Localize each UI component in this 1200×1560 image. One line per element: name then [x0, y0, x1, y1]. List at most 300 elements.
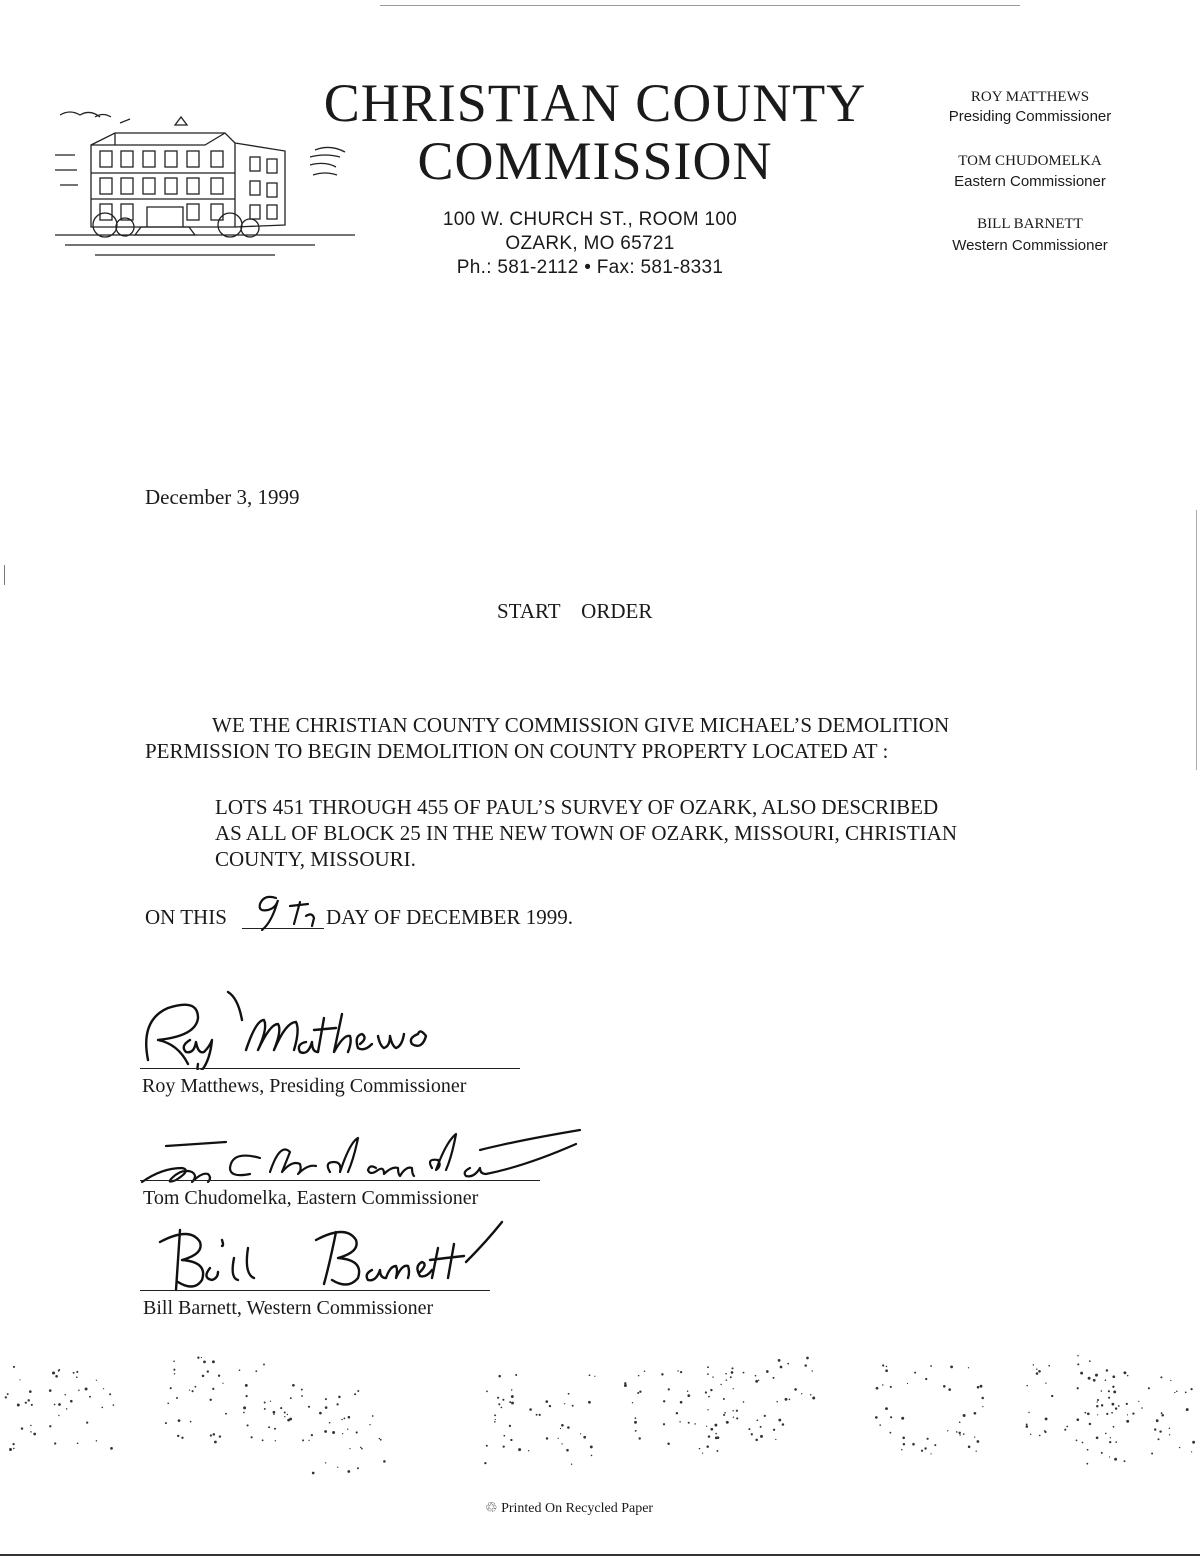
scan-speckle — [287, 1414, 288, 1415]
scan-speckle — [804, 1364, 806, 1366]
scan-speckle — [247, 1424, 249, 1426]
scan-speckle — [760, 1426, 762, 1428]
scan-speckle — [1087, 1449, 1089, 1451]
scan-speckle — [225, 1413, 227, 1415]
scan-speckle — [667, 1442, 670, 1445]
scan-speckle — [1127, 1375, 1129, 1377]
scan-speckle — [486, 1445, 488, 1447]
scan-speckle — [958, 1432, 960, 1434]
scan-speckle — [349, 1448, 350, 1449]
scan-speckle — [66, 1408, 68, 1410]
scan-speckle — [950, 1366, 953, 1369]
scan-speckle — [218, 1375, 220, 1377]
letter-date: December 3, 1999 — [145, 485, 300, 509]
scan-speckle — [1086, 1463, 1088, 1465]
scan-speckle — [78, 1390, 80, 1392]
scan-speckle — [723, 1398, 725, 1400]
scan-speckle — [806, 1357, 809, 1360]
scan-speckle — [567, 1426, 570, 1429]
address-line-1: 100 W. CHURCH ST., ROOM 100 — [442, 209, 738, 230]
scan-speckle — [981, 1397, 984, 1400]
scan-speckle — [566, 1449, 569, 1452]
scan-speckle — [720, 1384, 721, 1385]
scan-speckle — [882, 1384, 883, 1385]
scan-speckle — [1089, 1360, 1091, 1362]
scan-speckle — [1026, 1385, 1027, 1386]
scan-speckle — [1174, 1392, 1175, 1393]
scan-speckle — [1159, 1430, 1161, 1432]
scan-speckle — [811, 1370, 812, 1371]
scan-speckle — [292, 1384, 295, 1387]
scan-speckle — [1127, 1414, 1128, 1415]
scan-speckle — [348, 1416, 351, 1419]
scan-speckle — [637, 1392, 639, 1394]
scan-speckle — [773, 1377, 775, 1379]
scan-speckle — [890, 1416, 892, 1418]
scan-speckle — [699, 1448, 701, 1450]
scan-speckle — [925, 1378, 927, 1380]
scan-speckle — [1138, 1401, 1139, 1402]
scan-speckle — [789, 1399, 791, 1401]
scan-speckle — [886, 1366, 888, 1368]
scan-speckle — [1106, 1413, 1108, 1415]
scan-speckle — [89, 1396, 91, 1398]
scan-speckle — [495, 1419, 496, 1420]
scan-speckle — [787, 1363, 789, 1365]
scan-speckle — [511, 1389, 512, 1390]
scan-speckle — [715, 1433, 717, 1435]
scan-speckle — [529, 1408, 532, 1411]
recycled-note: Printed On Recycled Paper — [501, 1501, 654, 1516]
scan-speckle — [342, 1433, 343, 1434]
scan-speckle — [380, 1439, 382, 1441]
bottom-edge-line — [0, 1554, 1200, 1556]
scan-speckle — [1033, 1364, 1035, 1366]
scan-speckle — [1158, 1438, 1160, 1440]
scan-speckle — [702, 1453, 703, 1454]
scan-speckle — [360, 1447, 362, 1449]
scan-speckle — [54, 1404, 56, 1406]
scan-speckle — [680, 1401, 683, 1404]
scan-speckle — [974, 1436, 975, 1437]
scan-speckle — [963, 1414, 966, 1417]
scan-speckle — [263, 1363, 265, 1365]
scan-speckle — [209, 1399, 211, 1401]
scan-speckle — [1112, 1375, 1115, 1378]
scan-speckle — [1026, 1425, 1029, 1428]
scan-speckle — [354, 1393, 356, 1395]
scan-speckle — [181, 1437, 183, 1439]
scan-speckle — [195, 1386, 197, 1388]
scan-speckle — [687, 1394, 690, 1397]
scan-speckle — [101, 1407, 103, 1409]
scan-speckle — [1045, 1383, 1046, 1384]
scan-speckle — [1179, 1447, 1180, 1448]
scan-speckle — [189, 1389, 190, 1390]
scan-speckle — [202, 1375, 205, 1378]
scan-speckle — [494, 1414, 496, 1416]
paragraph-line: PERMISSION TO BEGIN DEMOLITION ON COUNTY PROPERTY LOCATED AT : — [145, 739, 889, 763]
scan-speckle — [921, 1450, 923, 1452]
scan-speckle — [212, 1360, 215, 1363]
scan-speckle — [639, 1391, 641, 1393]
commissioner-name: TOM CHUDOMELKA — [958, 153, 1102, 169]
scan-speckle — [635, 1430, 637, 1432]
scan-speckle — [580, 1433, 581, 1434]
scan-speckle — [766, 1370, 769, 1373]
scan-speckle — [948, 1388, 951, 1391]
scan-speckle — [1101, 1452, 1103, 1454]
scan-speckle — [1080, 1372, 1083, 1375]
scan-speckle — [284, 1416, 285, 1417]
scan-speckle — [663, 1423, 665, 1425]
scan-speckle — [1114, 1458, 1117, 1461]
scan-speckle — [902, 1437, 905, 1440]
scan-speckle — [726, 1421, 729, 1424]
scan-speckle — [1190, 1388, 1192, 1390]
handwritten-day — [246, 888, 326, 932]
scan-speckle — [273, 1414, 274, 1415]
scan-speckle — [632, 1402, 633, 1403]
letter-heading: START ORDER — [497, 599, 653, 623]
scan-speckle — [1105, 1433, 1107, 1435]
scan-speckle — [706, 1445, 709, 1448]
scan-speckle — [1161, 1412, 1163, 1414]
scan-speckle — [203, 1361, 206, 1364]
scan-speckle — [9, 1448, 12, 1451]
scan-speckle — [332, 1431, 335, 1434]
scan-speckle — [760, 1435, 763, 1438]
scan-speckle — [707, 1373, 709, 1375]
scan-speckle — [1088, 1377, 1091, 1380]
scan-speckle — [710, 1389, 712, 1391]
scan-speckle — [347, 1470, 350, 1473]
signer-bill-barnett: Bill Barnett, Western Commissioner — [143, 1297, 434, 1319]
scan-speckle — [177, 1435, 179, 1437]
scan-speckle — [25, 1402, 27, 1404]
scan-speckle — [1096, 1436, 1099, 1439]
scan-speckle — [1039, 1435, 1041, 1437]
scan-speckle — [5, 1396, 7, 1398]
scan-speckle — [714, 1424, 717, 1427]
scan-speckle — [58, 1403, 61, 1406]
scan-speckle — [758, 1380, 759, 1381]
scan-speckle — [801, 1393, 802, 1394]
scan-speckle — [558, 1438, 559, 1439]
scan-speckle — [974, 1412, 977, 1415]
scan-speckle — [251, 1436, 253, 1438]
signature-tom-chudomelka — [140, 1128, 610, 1188]
scan-speckle — [912, 1443, 915, 1446]
scan-speckle — [876, 1387, 879, 1390]
scan-speckle — [1036, 1368, 1037, 1369]
scan-speckle — [812, 1397, 815, 1400]
scan-speckle — [930, 1453, 931, 1454]
scan-speckle — [77, 1442, 79, 1444]
recycled-footer — [485, 1500, 653, 1518]
scan-speckle — [1169, 1428, 1170, 1429]
scan-speckle — [1169, 1434, 1170, 1435]
scan-speckle — [778, 1419, 781, 1422]
scan-speckle — [751, 1433, 753, 1435]
scan-speckle — [1097, 1414, 1098, 1415]
scan-speckle — [58, 1370, 60, 1372]
scan-speckle — [1112, 1386, 1114, 1388]
scan-speckle — [1132, 1412, 1134, 1414]
scan-speckle — [49, 1425, 51, 1427]
scan-speckle — [319, 1412, 322, 1415]
on-this-suffix: DAY OF DECEMBER 1999. — [326, 905, 573, 929]
location-line: COUNTY, MISSOURI. — [215, 847, 416, 871]
scan-speckle — [1076, 1418, 1079, 1421]
commissioner-title: Western Commissioner — [952, 237, 1108, 254]
scan-speckle — [1176, 1391, 1178, 1393]
scan-speckle — [13, 1448, 15, 1450]
scan-speckle — [982, 1406, 983, 1407]
scan-speckle — [1123, 1371, 1126, 1374]
scan-speckle — [243, 1406, 246, 1409]
scan-speckle — [1045, 1417, 1048, 1420]
signature-line — [140, 1290, 490, 1291]
scan-speckle — [882, 1364, 884, 1366]
scan-speckle — [782, 1423, 785, 1426]
scan-speckle — [52, 1372, 55, 1375]
scan-speckle — [930, 1365, 932, 1367]
scan-speckle — [976, 1451, 977, 1452]
scan-speckle — [731, 1367, 733, 1369]
scan-speckle — [1191, 1451, 1192, 1452]
scan-speckle — [13, 1366, 15, 1368]
scan-speckle — [1141, 1407, 1143, 1409]
scan-speckle — [1156, 1419, 1159, 1422]
scan-speckle — [1109, 1456, 1110, 1457]
scan-speckle — [12, 1443, 14, 1445]
scan-speckle — [1101, 1390, 1103, 1392]
scan-speckle — [178, 1419, 181, 1422]
scan-speckle — [560, 1428, 561, 1429]
scan-speckle — [275, 1440, 276, 1441]
scan-speckle — [730, 1376, 732, 1378]
scan-speckle — [968, 1367, 969, 1368]
scan-speckle — [49, 1389, 52, 1392]
scan-speckle — [103, 1388, 104, 1389]
scan-speckle — [1076, 1440, 1078, 1442]
scan-speckle — [1148, 1387, 1150, 1389]
scan-speckle — [956, 1431, 958, 1433]
scan-speckle — [663, 1400, 665, 1402]
scan-speckle — [212, 1388, 214, 1390]
scan-speckle — [1093, 1379, 1096, 1382]
scan-speckle — [914, 1372, 916, 1374]
scan-speckle — [977, 1440, 980, 1443]
scan-speckle — [1044, 1431, 1046, 1433]
scan-speckle — [336, 1403, 338, 1405]
scan-speckle — [19, 1379, 20, 1380]
scan-speckle — [1185, 1392, 1187, 1394]
scan-speckle — [624, 1384, 627, 1387]
scan-speckle — [710, 1428, 713, 1431]
scan-speckle — [661, 1373, 663, 1375]
scan-speckle — [756, 1419, 758, 1421]
scan-speckle — [564, 1403, 565, 1404]
scan-speckle — [561, 1424, 564, 1427]
scan-speckle — [635, 1417, 637, 1419]
scan-speckle — [679, 1421, 680, 1422]
scan-speckle — [33, 1433, 36, 1436]
scan-speckle — [518, 1448, 521, 1451]
scan-speckle — [511, 1395, 514, 1398]
scan-speckle — [96, 1440, 97, 1441]
scan-speckle — [1112, 1403, 1115, 1406]
scan-speckle — [712, 1376, 713, 1377]
scan-speckle — [934, 1444, 936, 1446]
scan-speckle — [246, 1395, 248, 1397]
scan-speckle — [572, 1405, 574, 1407]
signer-tom-chudomelka: Tom Chudomelka, Eastern Commissioner — [143, 1187, 479, 1209]
scan-speckle — [539, 1414, 541, 1416]
scan-speckle — [968, 1446, 971, 1449]
scan-speckle — [1106, 1369, 1108, 1371]
scan-speckle — [959, 1421, 961, 1423]
scan-speckle — [707, 1366, 709, 1368]
scan-speckle — [1077, 1387, 1079, 1389]
scan-speckle — [1097, 1401, 1098, 1402]
scan-speckle — [707, 1409, 708, 1410]
scan-speckle — [634, 1421, 637, 1424]
scan-speckle — [58, 1415, 59, 1416]
scan-speckle — [503, 1435, 505, 1437]
scan-speckle — [1160, 1376, 1162, 1378]
scan-speckle — [589, 1374, 591, 1376]
scan-speckle — [924, 1447, 926, 1449]
scan-speckle — [1077, 1355, 1079, 1357]
scan-speckle — [509, 1401, 511, 1403]
top-edge-line — [380, 5, 1020, 6]
scan-speckle — [30, 1431, 31, 1432]
scan-speckle — [356, 1431, 358, 1433]
scan-speckle — [308, 1406, 310, 1408]
scan-speckle — [170, 1387, 172, 1389]
scan-speckle — [568, 1393, 570, 1395]
scan-speckle — [1030, 1434, 1031, 1435]
scan-speckle — [274, 1428, 276, 1430]
scan-speckle — [7, 1393, 9, 1395]
scan-speckle — [536, 1414, 538, 1416]
scan-speckle — [1113, 1390, 1116, 1393]
location-line: AS ALL OF BLOCK 25 IN THE NEW TOWN OF OZARK, MISSOURI, CHRISTIAN — [215, 821, 958, 845]
scan-speckle — [1113, 1426, 1115, 1428]
location-line: LOTS 451 THROUGH 455 OF PAUL’S SURVEY OF OZARK, ALSO DESCRIBED — [215, 795, 939, 819]
scan-speckle — [301, 1389, 303, 1391]
scan-speckle — [76, 1376, 78, 1378]
scan-speckle — [726, 1379, 728, 1381]
scan-speckle — [980, 1385, 983, 1388]
scan-speckle — [1105, 1379, 1107, 1381]
scan-speckle — [255, 1370, 257, 1372]
scan-speckle — [173, 1369, 175, 1371]
scan-speckle — [290, 1397, 292, 1399]
scan-speckle — [1101, 1404, 1103, 1406]
scan-speckle — [312, 1472, 315, 1475]
scan-speckle — [1051, 1395, 1053, 1397]
scan-speckle — [687, 1391, 688, 1392]
commissioner-title: Eastern Commissioner — [954, 173, 1106, 190]
scan-speckle — [901, 1449, 902, 1450]
scan-speckle — [1115, 1441, 1117, 1443]
commission-title: COMMISSION — [417, 131, 773, 191]
scan-speckle — [337, 1467, 338, 1468]
scan-speckle — [511, 1402, 514, 1405]
scan-speckle — [1154, 1428, 1156, 1430]
scan-speckle — [1026, 1424, 1028, 1426]
recycle-icon: ♲ — [485, 1501, 502, 1516]
scan-speckle — [498, 1375, 501, 1378]
scan-speckle — [1036, 1372, 1039, 1375]
scan-speckle — [214, 1441, 217, 1444]
scan-speckle — [113, 1404, 115, 1406]
scan-speckle — [357, 1390, 359, 1392]
scan-speckle — [207, 1370, 209, 1372]
scan-speckle — [301, 1395, 303, 1397]
scan-speckle — [724, 1412, 726, 1414]
scan-speckle — [1087, 1412, 1090, 1415]
scan-speckle — [96, 1380, 97, 1381]
scan-speckle — [273, 1411, 276, 1414]
scan-speckle — [755, 1375, 757, 1377]
scan-speckle — [498, 1403, 500, 1405]
scan-speckle — [325, 1406, 328, 1409]
scan-speckle — [222, 1383, 223, 1384]
scan-speckle — [497, 1397, 499, 1399]
scan-speckle — [341, 1419, 342, 1420]
scan-speckle — [503, 1445, 505, 1447]
scan-speckle — [192, 1390, 194, 1392]
scan-speckle — [372, 1415, 374, 1417]
scan-speckle — [174, 1373, 175, 1374]
scan-speckle — [329, 1422, 331, 1424]
scan-speckle — [1038, 1370, 1041, 1373]
scan-speckle — [510, 1439, 512, 1441]
scan-speckle — [977, 1386, 980, 1389]
scan-speckle — [1097, 1399, 1099, 1401]
scan-speckle — [347, 1429, 348, 1430]
scan-speckle — [764, 1415, 766, 1417]
county-title: CHRISTIAN COUNTY — [323, 73, 867, 133]
scan-speckle — [219, 1435, 221, 1437]
scan-speckle — [733, 1388, 734, 1389]
scan-speckle — [583, 1436, 586, 1439]
scan-speckle — [885, 1407, 888, 1410]
scan-speckle — [723, 1414, 725, 1416]
scan-speckle — [1126, 1403, 1128, 1405]
scan-speckle — [361, 1448, 363, 1450]
scan-speckle — [780, 1366, 783, 1369]
scan-speckle — [907, 1383, 908, 1384]
scan-speckle — [1151, 1453, 1153, 1455]
scan-speckle — [324, 1430, 327, 1433]
commissioner-name: BILL BARNETT — [977, 216, 1083, 232]
scan-speckle — [311, 1434, 313, 1436]
scan-speckle — [676, 1412, 678, 1414]
scan-speckle — [1118, 1405, 1120, 1407]
scan-speckle — [743, 1401, 745, 1403]
scan-speckle — [668, 1388, 670, 1390]
scan-speckle — [926, 1438, 928, 1440]
scan-speckle — [778, 1359, 781, 1362]
scan-speckle — [213, 1433, 216, 1436]
scan-speckle — [509, 1425, 511, 1427]
commissioner-title: Presiding Commissioner — [948, 108, 1112, 125]
